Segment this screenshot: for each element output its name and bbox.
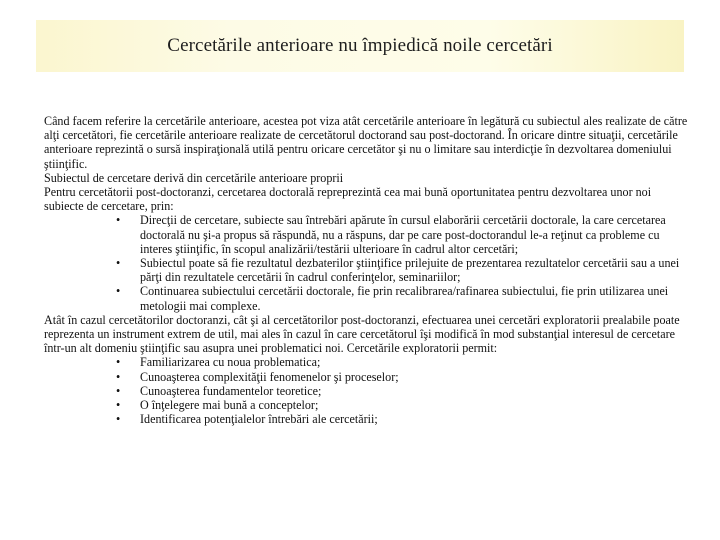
list-item: • O înţelegere mai bună a conceptelor;	[140, 398, 690, 412]
bullet-list-research-sources	[44, 213, 690, 312]
list-item: • Cunoaşterea complexităţii fenomenelor şi proceselor;	[140, 370, 690, 384]
paragraph-exploratory-research: Atât în cazul cercetătorilor doctoranzi, cât şi al cercetătorilor post-doctoranzi, efectuarea unei cercetări exploratorii prealabile poate reprezenta un instrument extrem de util, mai ales în cazul în care cercetătorul îşi modifică în mod substanţial interesul de cercetare într-un alt domeniu ştiinţific sau asupra unei problematici noi. Cercetările exploratorii permit:	[44, 312, 680, 356]
list-item: • Cunoaşterea fundamentelor teoretice;	[140, 384, 690, 398]
list-item: • Subiectul poate să fie rezultatul dezbaterilor ştiinţifice prilejuite de prezentarea rezultatelor cercetării sau a unei părţi din rezultatele cercetării în cadrul conferinţelor, seminariilor;	[140, 256, 690, 284]
title-banner	[36, 20, 684, 72]
list-item: • Direcţii de cercetare, subiecte sau întrebări apărute în cursul elaborării cercetării doctorale, la care cercetarea doctorală nu şi-a propus să răspundă, nu a răspuns, dar pe care post-doctorandul le-a reţinut ca probleme cu interes ştiinţific, în scopul analizării/testării ulterioare în cadrul altor cercetări;	[140, 213, 690, 256]
paragraph-post-doctoral: Pentru cercetătorii post-doctoranzi, cercetarea doctorală repreprezintă cea mai bună oportunitatea pentru dezvoltarea unor noi subiecte de cercetare, prin:	[44, 185, 652, 214]
paragraph-subject-derivation: Subiectul de cercetare derivă din cercetările anterioare proprii	[44, 170, 344, 185]
slide-title: Cercetările anterioare nu împiedică noile cercetări	[167, 35, 553, 56]
paragraph-intro: Când facem referire la cercetările anterioare, acestea pot viza atât cercetările anterioare în legătură cu subiectul ales realizate de către alţi cercetători, fie cercetările anterioare realizate de cercetătorul doctorand sau post-doctorand. În oricare dintre situaţii, cercetările anterioare reprezintă o sursă inspiraţională utilă pentru oricare cercetător şi nu o limitare sau interdicţie în dezvoltarea domeniului ştiinţific.	[44, 114, 688, 171]
slide-body	[44, 114, 690, 426]
bullet-list-exploratory-benefits	[44, 355, 690, 426]
list-item: • Continuarea subiectului cercetării doctorale, fie prin recalibrarea/rafinarea subiectului, fie prin utilizarea unei metologii mai complexe.	[140, 284, 690, 312]
list-item: • Identificarea potenţialelor întrebări ale cercetării;	[140, 412, 690, 426]
list-item: • Familiarizarea cu noua problematica;	[140, 355, 690, 369]
